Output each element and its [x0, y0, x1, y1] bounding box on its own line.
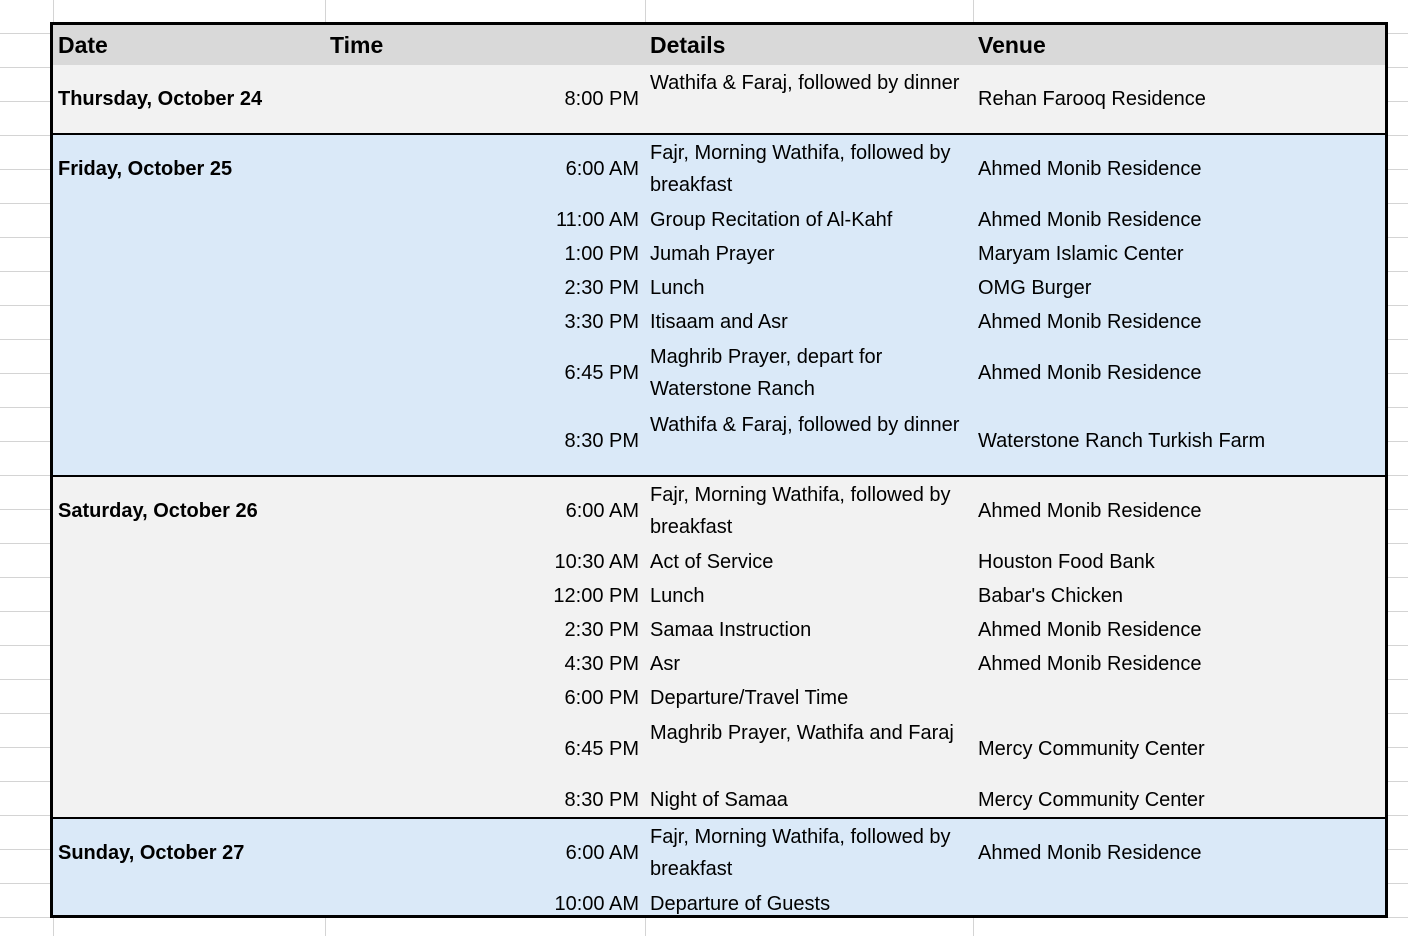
details-cell[interactable]: Wathifa & Faraj, followed by dinner [650, 72, 960, 94]
table-row [53, 579, 1385, 613]
time-cell[interactable]: 11:00 AM [555, 209, 639, 231]
venue-cell[interactable]: Mercy Community Center [978, 738, 1205, 760]
table-row [53, 819, 1385, 887]
time-cell[interactable]: 2:30 PM [564, 619, 639, 641]
day-block [53, 817, 1385, 918]
time-cell[interactable]: 6:45 PM [564, 738, 639, 760]
header-time[interactable]: Time [330, 32, 384, 58]
details-cell[interactable]: Lunch [650, 277, 705, 299]
day-block [53, 65, 1385, 133]
time-cell[interactable]: 1:00 PM [564, 243, 639, 265]
table-row [53, 681, 1385, 715]
venue-cell[interactable]: OMG Burger [978, 277, 1092, 299]
details-cell[interactable]: Night of Samaa [650, 789, 788, 811]
table-row [53, 477, 1385, 545]
details-cell[interactable]: Asr [650, 653, 680, 675]
time-cell[interactable]: 3:30 PM [564, 311, 639, 333]
venue-cell[interactable] [978, 887, 1378, 918]
venue-cell[interactable]: Maryam Islamic Center [978, 243, 1184, 265]
time-cell[interactable]: 6:00 AM [565, 158, 639, 180]
venue-cell[interactable]: Waterstone Ranch Turkish Farm [978, 430, 1266, 452]
time-cell[interactable]: 4:30 PM [564, 653, 639, 675]
time-cell[interactable]: 6:00 AM [565, 842, 639, 864]
table-row [53, 613, 1385, 647]
venue-cell[interactable] [978, 681, 1378, 715]
time-cell[interactable]: 6:00 AM [565, 500, 639, 522]
time-cell[interactable]: 10:00 AM [554, 893, 639, 915]
details-cell[interactable]: Departure/Travel Time [650, 687, 849, 709]
details-cell[interactable]: Lunch [650, 585, 705, 607]
table-row [53, 715, 1385, 783]
details-cell[interactable]: Fajr, Morning Wathifa, followed by breakfast [650, 826, 951, 880]
venue-cell[interactable]: Babar's Chicken [978, 585, 1123, 607]
time-cell[interactable]: 8:00 PM [564, 88, 639, 110]
venue-cell[interactable]: Ahmed Monib Residence [978, 311, 1202, 333]
table-row [53, 545, 1385, 579]
details-cell[interactable]: Maghrib Prayer, Wathifa and Faraj [650, 722, 954, 744]
details-cell[interactable]: Wathifa & Faraj, followed by dinner [650, 414, 960, 436]
day-block [53, 475, 1385, 817]
date-cell[interactable]: Friday, October 25 [58, 158, 233, 180]
venue-cell[interactable]: Ahmed Monib Residence [978, 842, 1202, 864]
table-row [53, 271, 1385, 305]
details-cell[interactable]: Fajr, Morning Wathifa, followed by breakfast [650, 142, 951, 196]
table-row [53, 203, 1385, 237]
venue-cell[interactable]: Houston Food Bank [978, 551, 1155, 573]
time-cell[interactable]: 6:00 PM [564, 687, 639, 709]
time-cell[interactable]: 8:30 PM [564, 430, 639, 452]
date-cell[interactable]: Saturday, October 26 [58, 500, 258, 522]
details-cell[interactable]: Itisaam and Asr [650, 311, 788, 333]
table-row [53, 887, 1385, 918]
time-cell[interactable]: 12:00 PM [553, 585, 639, 607]
venue-cell[interactable]: Ahmed Monib Residence [978, 209, 1202, 231]
time-cell[interactable]: 8:30 PM [564, 789, 639, 811]
table-row [53, 135, 1385, 203]
venue-cell[interactable]: Ahmed Monib Residence [978, 653, 1202, 675]
details-cell[interactable]: Group Recitation of Al-Kahf [650, 209, 893, 231]
table-row [53, 237, 1385, 271]
time-cell[interactable]: 10:30 AM [554, 551, 639, 573]
time-cell[interactable]: 6:45 PM [564, 362, 639, 384]
header-venue[interactable]: Venue [978, 32, 1046, 58]
table-row [53, 647, 1385, 681]
details-cell[interactable]: Fajr, Morning Wathifa, followed by breakfast [650, 484, 951, 538]
time-cell[interactable]: 2:30 PM [564, 277, 639, 299]
date-cell[interactable]: Sunday, October 27 [58, 842, 245, 864]
day-block [53, 133, 1385, 475]
venue-cell[interactable]: Rehan Farooq Residence [978, 88, 1206, 110]
header-details[interactable]: Details [650, 32, 726, 58]
venue-cell[interactable]: Ahmed Monib Residence [978, 619, 1202, 641]
table-row [53, 407, 1385, 475]
details-cell[interactable]: Jumah Prayer [650, 243, 775, 265]
venue-cell[interactable]: Ahmed Monib Residence [978, 158, 1202, 180]
header-date[interactable]: Date [58, 32, 108, 58]
table-row [53, 65, 1385, 133]
table-header-row [53, 25, 1385, 66]
details-cell[interactable]: Samaa Instruction [650, 619, 812, 641]
details-cell[interactable]: Departure of Guests [650, 893, 831, 915]
venue-cell[interactable]: Mercy Community Center [978, 789, 1205, 811]
table-row [53, 305, 1385, 339]
venue-cell[interactable]: Ahmed Monib Residence [978, 500, 1202, 522]
table-row [53, 339, 1385, 407]
details-cell[interactable]: Act of Service [650, 551, 774, 573]
schedule-table [50, 22, 1388, 918]
date-cell[interactable]: Thursday, October 24 [58, 88, 263, 110]
venue-cell[interactable]: Ahmed Monib Residence [978, 362, 1202, 384]
table-row [53, 783, 1385, 817]
details-cell[interactable]: Maghrib Prayer, depart for Waterstone Ranch [650, 346, 883, 400]
